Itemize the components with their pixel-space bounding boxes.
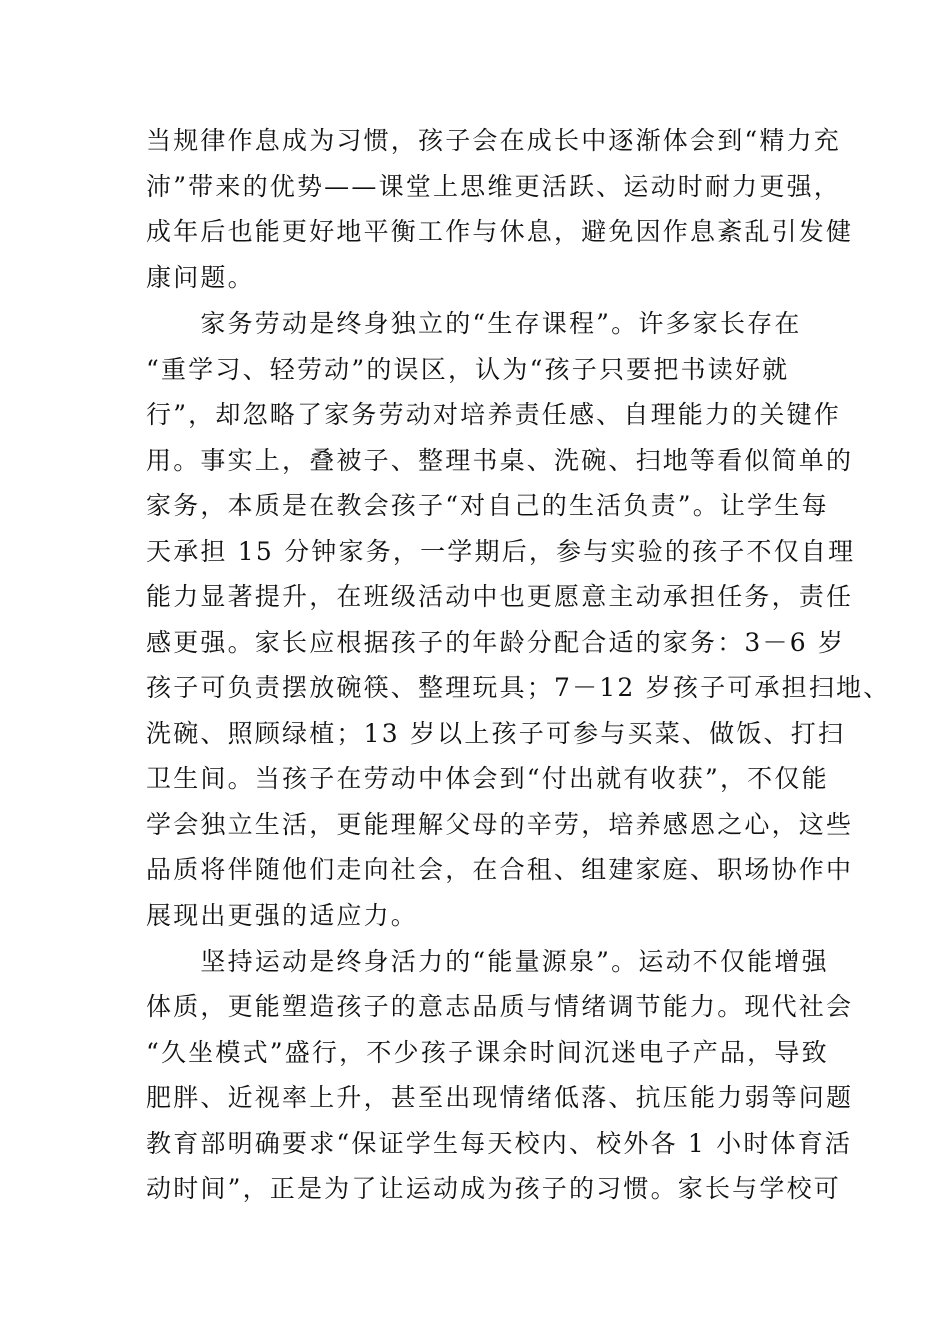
text-line: 学会独立生活，更能理解父母的辛劳，培养感恩之心，这些 (146, 809, 854, 839)
text-line: 家务劳动是终身独立的“生存课程”。许多家长存在 (146, 309, 802, 338)
text-line: 沛”带来的优势——课堂上思维更活跃、运动时耐力更强， (146, 171, 841, 201)
text-line: 教育部明确要求“保证学生每天校内、校外各 1 小时体育活 (146, 1128, 853, 1158)
text-line: 天承担 15 分钟家务，一学期后，参与实验的孩子不仅自理 (146, 536, 856, 566)
text-line: 成年后也能更好地平衡工作与休息，避免因作息紊乱引发健 (146, 217, 854, 246)
text-line: 用。事实上，叠被子、整理书桌、洗碗、扫地等看似简单的 (146, 445, 854, 475)
text-line: 卫生间。当孩子在劳动中体会到“付出就有收获”，不仅能 (146, 764, 829, 793)
text-line: 坚持运动是终身活力的“能量源泉”。运动不仅能增强 (146, 946, 829, 976)
text-line: 感更强。家长应根据孩子的年龄分配合适的家务：3－6 岁 (146, 627, 846, 657)
text-line: 洗碗、照顾绿植；13 岁以上孩子可参与买菜、做饭、打扫 (146, 718, 846, 748)
paragraph-exercise (146, 939, 854, 1212)
text-line: “久坐模式”盛行，不少孩子课余时间沉迷电子产品，导致 (146, 1037, 829, 1067)
text-line: 动时间”，正是为了让运动成为孩子的习惯。家长与学校可 (146, 1174, 841, 1203)
text-line: “重学习、轻劳动”的误区，认为“孩子只要把书读好就 (146, 354, 790, 384)
text-line: 康问题。 (146, 262, 255, 292)
text-line: 当规律作息成为习惯，孩子会在成长中逐渐体会到“精力充 (146, 126, 841, 155)
text-line: 体质，更能塑造孩子的意志品质与情绪调节能力。现代社会 (146, 992, 854, 1021)
text-line: 孩子可负责摆放碗筷、整理玩具；7－12 岁孩子可承担扫地、 (146, 673, 891, 702)
text-line: 肥胖、近视率上升，甚至出现情绪低落、抗压能力弱等问题 (146, 1083, 854, 1112)
text-line: 展现出更强的适应力。 (146, 900, 419, 930)
text-line: 家务，本质是在教会孩子“对自己的生活负责”。让学生每 (146, 491, 829, 520)
body-text (146, 118, 891, 1212)
text-line: 能力显著提升，在班级活动中也更愿意主动承担任务，责任 (146, 582, 854, 611)
paragraph-sleep-habit (146, 118, 854, 300)
text-line: 品质将伴随他们走向社会，在合租、组建家庭、职场协作中 (146, 855, 854, 884)
text-line: 行”，却忽略了家务劳动对培养责任感、自理能力的关键作 (146, 400, 841, 429)
paragraph-housework (146, 301, 891, 938)
